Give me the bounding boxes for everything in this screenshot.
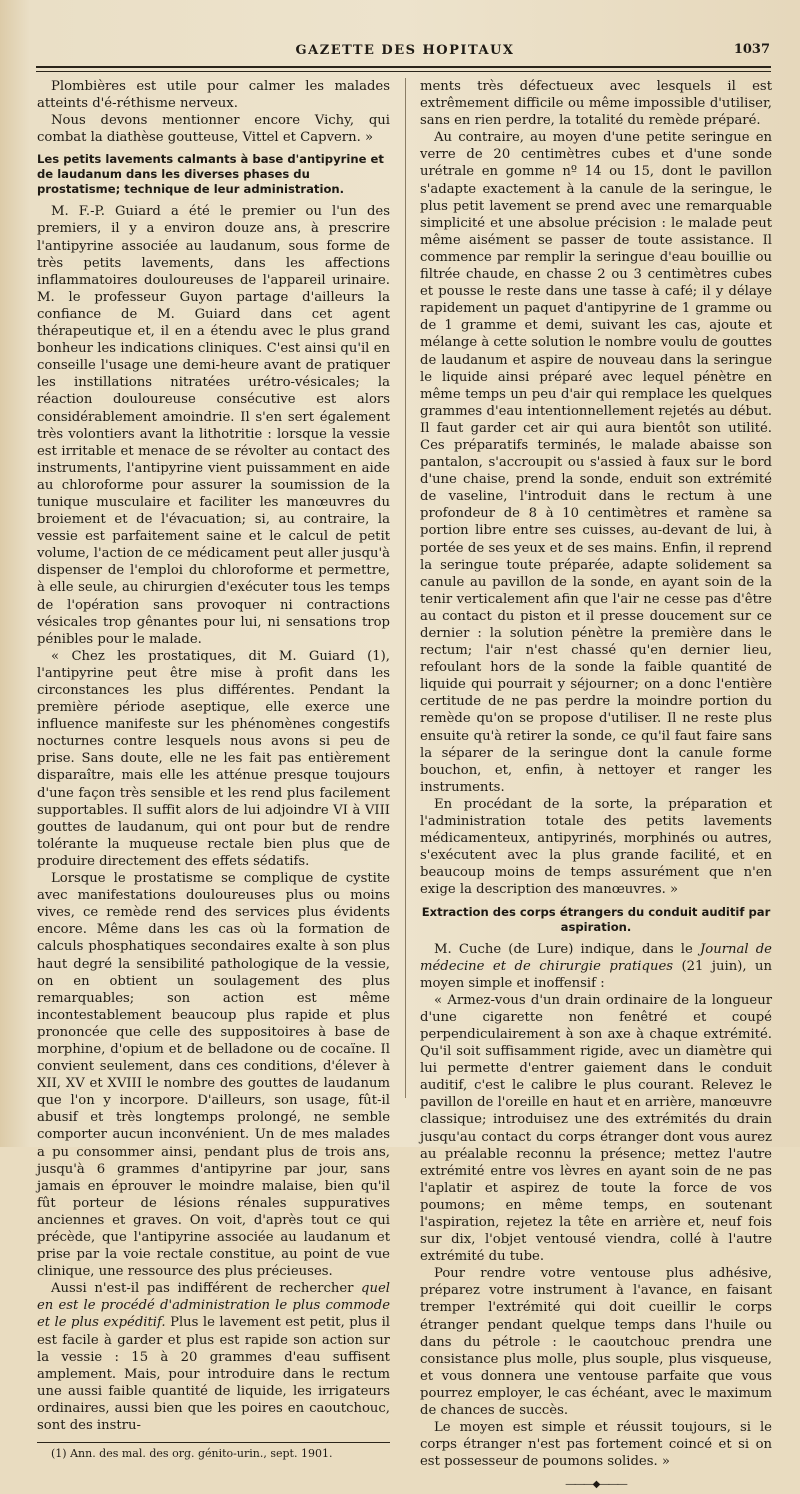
text-run: Plus le lavement est petit, plus il est facile à garder et plus est rapide son action sur la vessie : 15 à 20 grammes d'eau suffisent amplement. Mais, pour introduire dans le rectum une aussi faible quantité de liquide, les irrigateurs ordinaires, aussi bien que les poires en caoutchouc, sont des instru- <box>37 1315 391 1434</box>
footnote-rule <box>37 1442 390 1443</box>
text-run: (21 juin), un moyen simple et inoffensif : <box>420 958 772 991</box>
section-heading-antipyrine: Les petits lavements calmants à base d'antipyrine et de laudanum dans les diverses phases du prostatisme; technique de leur administration. <box>37 152 384 197</box>
running-title: GAZETTE DES HOPITAUX <box>295 43 515 58</box>
italic-text: quel en est le procédé d'administration le plus commode et le plus expéditif. <box>37 1281 390 1331</box>
text-run: M. Cuche (de Lure) indique, dans le <box>434 941 700 957</box>
paragraph <box>37 1280 390 1434</box>
paragraph: Au contraire, au moyen d'une petite seringue en verre de 20 centimètres cubes et d'une sonde urétrale en gomme nº 14 ou 15, dont le pavillon s'adapte exactement à la canule de la seringue, le plus petit lavement se prend avec une remarquable simplicité et une absolue précision : le malade peut même aisément se passer de toute assistance. Il commence par remplir la seringue d'eau bouillie ou filtrée chaude, en chasse 2 ou 3 centimètres cubes et pousse le reste dans une tasse à café; il y délaye rapidement un paquet d'antipyrine de 1 gramme ou de 1 gramme et demi, suivant les cas, ajoute et mélange à cette solution le nombre voulu de gouttes de laudanum et aspire de nouveau dans la seringue le liquide ainsi préparé avec lequel pénètre en même temps un peu d'air qui remplace les quelques grammes d'eau intentionnellement rejetés au début. Il faut garder cet air qui aura bientôt son utilité. Ces préparatifs terminés, le malade abaisse son pantalon, s'accroupit ou s'assied à faux sur le bord d'une chaise, prend la sonde, enduit son extrémité de vaseline, l'introduit dans le rectum à une profondeur de 8 à 10 centimètres et ramène sa portion libre entre ses cuisses, au-devant de lui, à portée de ses yeux et de ses mains. Enfin, il reprend la seringue toute préparée, adapte solidement sa canule au pavillon de la sonde, en ayant soin de la tenir verticalement afin que l'air ne cesse pas d'être au contact du piston et il presse doucement sur ce dernier : la solution pénètre la première dans le rectum; l'air n'est chassé qu'en dernier lieu, refoulant hors de la sonde la faible quantité de liquide qui pourrait y séjourner; on a donc l'entière certitude de ne pas perdre la moindre portion du remède qu'on se propose d'utiliser. Il ne reste plus ensuite qu'à retirer la sonde, ce qu'il faut faire sans la séparer de la seringue dont la canule forme bouchon, et, enfin, à nettoyer et ranger les instruments. <box>420 130 772 795</box>
header-rule-thin <box>36 71 771 72</box>
italic-text: Journal de médecine et de chirurgie pratiques <box>420 941 772 974</box>
running-header <box>40 40 770 64</box>
paragraph: Le moyen est simple et réussit toujours, si le corps étranger n'est pas fortement coincé et si on est possesseur de poumons solides. » <box>420 1420 772 1470</box>
right-column <box>420 78 772 1494</box>
paragraph: « Armez-vous d'un drain ordinaire de la longueur d'une cigarette non fenêtré et coupé perpendiculairement à son axe à chaque extrémité. Qu'il soit suffisamment rigide, avec un diamètre qui lui permette d'entrer gaiement dans le conduit auditif, c'est le calibre le plus courant. Relevez le pavillon de l'oreille en haut et en arrière, manœuvre classique; introduisez une des extrémités du drain jusqu'au contact du corps étranger dont vous aurez au préalable reconnu la présence; mettez l'autre extrémité entre vos lèvres en ayant soin de ne pas l'aplatir et aspirez de toute la force de vos poumons; en même temps, en soutenant l'aspiration, rejetez la tête en arrière et, neuf fois sur dix, l'objet ventousé viendra, collé à l'autre extrémité du tube. <box>420 992 772 1265</box>
page-number: 1037 <box>733 42 770 57</box>
paragraph: Nous devons mentionner encore Vichy, qui combat la diathèse goutteuse, Vittel et Capvern. » <box>37 113 390 146</box>
paragraph: ments très défectueux avec lesquels il est extrêmement difficile ou même impossible d'utiliser, sans en rien perdre, la totalité du remède préparé. <box>420 79 772 129</box>
footnote: (1) Ann. des mal. des org. génito-urin., sept. 1901. <box>51 1447 333 1461</box>
paragraph: « Chez les prostatiques, dit M. Guiard (1), l'antipyrine peut être mise à profit dans les circonstances les plus différentes. Pendant la première période aseptique, elle exerce une influence manifeste sur les phénomènes congestifs nocturnes contre lesquels nous avons si peu de prise. Sans doute, elle ne les fait pas entièrement disparaître, mais elle les atténue presque toujours d'une façon très sensible et les rend plus facilement supportables. Il suffit alors de lui adjoindre VI à VIII gouttes de laudanum, qui ont pour but de rendre tolérante la muqueuse rectale bien plus que de produire directement des effets sédatifs. <box>37 648 390 869</box>
header-rule <box>36 66 771 68</box>
paragraph: Pour rendre votre ventouse plus adhésive, préparez votre instrument à l'avance, en faisant tremper l'extrémité qui doit cueillir le corps étranger pendant quelque temps dans l'huile ou dans du pétrole : le caoutchouc prendra une consistance plus molle, plus souple, plus visqueuse, et vous donnera une ventouse parfaite que vous pourrez employer, le cas échéant, avec le maximum de chances de succès. <box>420 1266 772 1419</box>
paragraph <box>420 941 772 992</box>
end-ornament: ―――◆――― <box>565 1479 627 1491</box>
paragraph: Plombières est utile pour calmer les malades atteints d'é-réthisme nerveux. <box>37 79 390 112</box>
column-separator <box>405 78 406 1098</box>
left-column <box>37 78 390 1461</box>
paragraph: M. F.-P. Guiard a été le premier ou l'un des premiers, il y a environ douze ans, à prescrire l'antipyrine associée au laudanum, sous forme de très petits lavements, dans les affections inflammatoires douloureuses de l'appareil urinaire. M. le professeur Guyon partage d'ailleurs la confiance de M. Guiard dans cet agent thérapeutique et, il en a étendu avec le plus grand bonheur les indications cliniques. C'est ainsi qu'il en conseille l'usage une demi-heure avant de pratiquer les instillations nitratées urétro-vésicales; la réaction douloureuse consécutive est alors considérablement amoindrie. Il s'en sert également très volontiers avant la lithotritie : lorsque la vessie est irritable et menace de se révolter au contact des instruments, l'antipyrine vient puissamment en aide au chloroforme pour assurer la soumission de la tunique musculaire et faciliter les manœuvres du broiement et de l'évacuation; si, au contraire, la vessie est parfaitement saine et le calcul de petit volume, l'action de ce médicament peut aller jusqu'à dispenser de l'emploi du chloroforme et permettre, à elle seule, au chirurgien d'exécuter tous les temps de l'opération sans provoquer ni contractions vésicales trop gênantes pour lui, ni sensations trop pénibles pour le malade. <box>37 204 390 647</box>
text-run: Aussi n'est-il pas indifférent de rechercher <box>51 1281 362 1297</box>
paragraph: Lorsque le prostatisme se complique de cystite avec manifestations douloureuses plus ou moins vives, ce remède rend des services plus évidents encore. Même dans les cas où la formation de calculs phosphatiques secondaires exalte à son plus haut degré la sensibilité pathologique de la vessie, on en obtient un soulagement des plus remarquables; son action est même incontestablement beaucoup plus rapide et plus prononcée que celle des suppositoires à base de morphine, d'opium et de belladone ou de cocaïne. Il convient seulement, dans ces conditions, d'élever à XII, XV et XVIII le nombre des gouttes de laudanum que l'on y incorpore. D'ailleurs, son usage, fût-il abusif et très longtemps prolongé, ne semble comporter aucun inconvénient. Un de mes malades a pu consommer ainsi, pendant plus de trois ans, jusqu'à 6 grammes d'antipyrine par jour, sans jamais en éprouver le moindre malaise, bien qu'il fût porteur de lésions rénales suppuratives anciennes et graves. On voit, d'après tout ce qui précède, que l'antipyrine associée au laudanum et prise par la voie rectale constitue, au point de vue clinique, une ressource des plus précieuses. <box>37 871 390 1280</box>
section-heading-extraction: Extraction des corps étrangers du conduit auditif par aspiration. <box>421 904 771 934</box>
paragraph: En procédant de la sorte, la préparation et l'administration totale des petits lavements médicamenteux, antipyrinés, morphinés ou autres, s'exécutent avec la plus grande facilité, et en beaucoup moins de temps assurément que n'en exige la description des manœuvres. » <box>420 796 772 898</box>
